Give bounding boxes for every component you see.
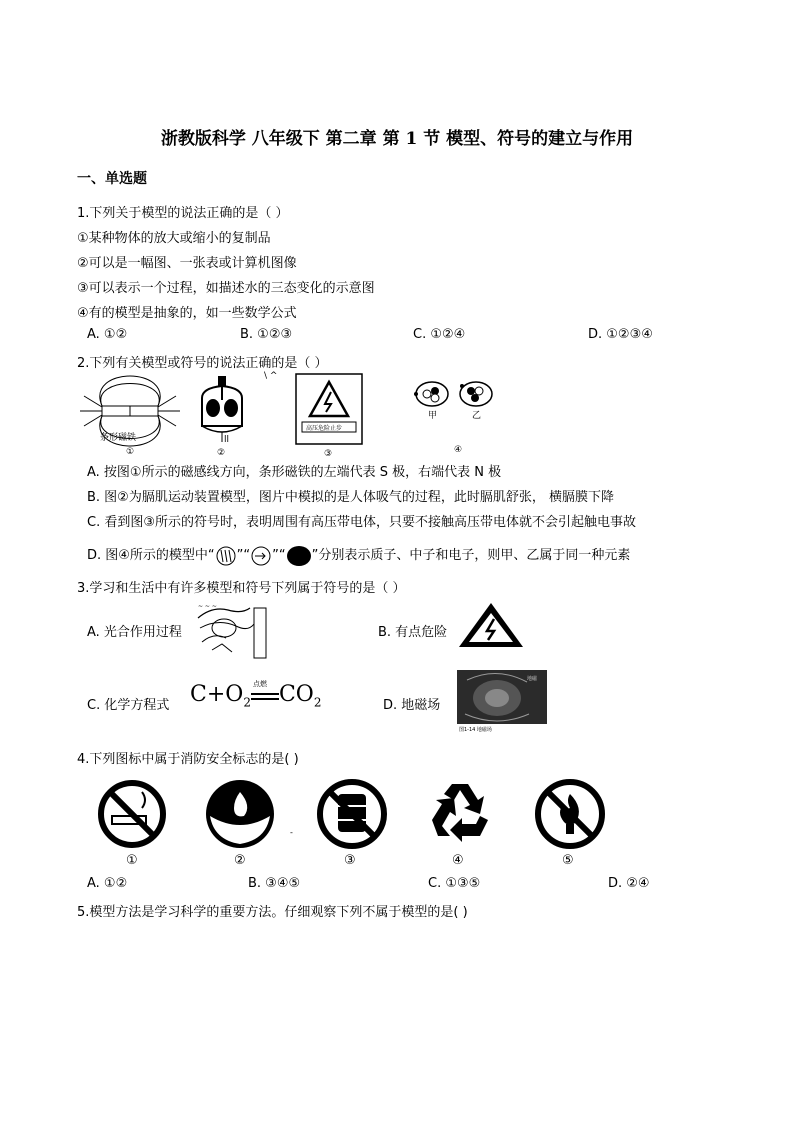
magnet-caption: 条形磁铁	[100, 433, 137, 443]
q2-stem: 2.下列有关模型或符号的说法正确的是（ ）	[77, 356, 328, 371]
svg-text:~ ~ ~: ~ ~ ~	[198, 603, 217, 610]
q2-option-b[interactable]: B. 图②为膈肌运动装置模型，图片中模拟的是人体吸气的过程，此时膈肌舒张， 横膈膜下降	[87, 490, 614, 505]
section-heading: 一、单选题	[77, 171, 147, 187]
q4-stem: 4.下列图标中属于消防安全标志的是( )	[77, 752, 299, 767]
electron-symbol-icon	[286, 546, 312, 566]
fig-label-3: ③	[324, 449, 333, 459]
high-voltage-sign-figure	[262, 370, 368, 458]
fig-label-2: ②	[217, 448, 226, 458]
sign-label-4: ④	[452, 853, 464, 868]
jia-label: 甲	[428, 411, 438, 421]
fig-label-1: ①	[126, 447, 135, 457]
no-smoking-sign-icon	[92, 778, 172, 866]
danger-triangle-icon	[457, 601, 525, 649]
yi-label: 乙	[472, 411, 482, 421]
q1-option-b[interactable]: B. ①②③	[240, 327, 293, 342]
q4-option-a[interactable]: A. ①②	[87, 876, 128, 891]
svg-text:ll: ll	[224, 435, 230, 445]
neutron-symbol-icon	[250, 546, 272, 566]
q4-option-c[interactable]: C. ①③⑤	[428, 876, 481, 891]
q1-item-4: ④有的模型是抽象的，如一些数学公式	[77, 306, 297, 321]
q1-item-3: ③可以表示一个过程，如描述水的三态变化的示意图	[77, 281, 375, 296]
magnet-field-figure	[80, 376, 180, 456]
q5-stem: 5.模型方法是学习科学的重要方法。仔细观察下列不属于模型的是( )	[77, 905, 468, 920]
no-oil-barrel-sign-icon	[312, 776, 392, 866]
q3-option-b[interactable]: B. 有点危险	[378, 625, 448, 640]
q3-stem: 3.学习和生活中有许多模型和符号下列属于符号的是（ ）	[77, 581, 406, 596]
atom-models-figure	[410, 378, 502, 456]
chemical-equation: $C+O_2$ 点燃 $CO_2$	[190, 679, 322, 710]
svg-text:\ ^: \ ^	[264, 371, 278, 381]
q1-item-2: ②可以是一幅图、一张表或计算机图像	[77, 256, 297, 271]
q1-option-c[interactable]: C. ①②④	[413, 327, 466, 342]
q3-option-c[interactable]: C. 化学方程式	[87, 698, 170, 713]
q2-option-c[interactable]: C. 看到图③所示的符号时，表明周围有高压带电体，只要不接触高压带电体就不会引起触电事故	[87, 515, 636, 530]
sign-label-2: ②	[234, 853, 246, 868]
q3-option-a[interactable]: A. 光合作用过程	[87, 625, 182, 640]
q1-option-a[interactable]: A. ①②	[87, 327, 128, 342]
svg-text:图1-14 地磁场: 图1-14 地磁场	[459, 727, 492, 733]
sign-label-5: ⑤	[562, 853, 574, 868]
page-title: 浙教版科学 八年级下 第二章 第 1 节 模型、符号的建立与作用	[160, 129, 634, 149]
fig-label-4: ④	[454, 445, 463, 455]
q2-option-d[interactable]: D. 图④所示的模型中“ ”“ ”“ ”分别表示质子、中子和电子，则甲、乙属于同一种元素	[87, 544, 630, 566]
diaphragm-model-figure	[192, 376, 252, 456]
q3-option-d[interactable]: D. 地磁场	[383, 698, 441, 713]
q1-item-1: ①某种物体的放大或缩小的复制品	[77, 231, 271, 246]
no-fire-sign-icon	[530, 776, 610, 866]
q4-option-b[interactable]: B. ③④⑤	[248, 876, 301, 891]
q2-option-a[interactable]: A. 按图①所示的磁感线方向，条形磁铁的左端代表 S 极，右端代表 N 极	[87, 465, 502, 480]
sign-label-1: ①	[126, 853, 138, 868]
fire-sign-icon	[200, 776, 280, 866]
q4-option-d[interactable]: D. ②④	[608, 876, 650, 891]
svg-text:地磁: 地磁	[527, 676, 538, 682]
geomagnetic-field-image	[457, 670, 547, 732]
sign-caption: 高压危险止步	[306, 425, 343, 432]
q1-stem: 1.下列关于模型的说法正确的是（ ）	[77, 206, 289, 221]
proton-symbol-icon	[215, 546, 237, 566]
recycle-sign-icon	[420, 776, 500, 866]
sign-label-3: ③	[344, 853, 356, 868]
q1-option-d[interactable]: D. ①②③④	[588, 327, 653, 342]
photosynthesis-image	[192, 598, 272, 658]
